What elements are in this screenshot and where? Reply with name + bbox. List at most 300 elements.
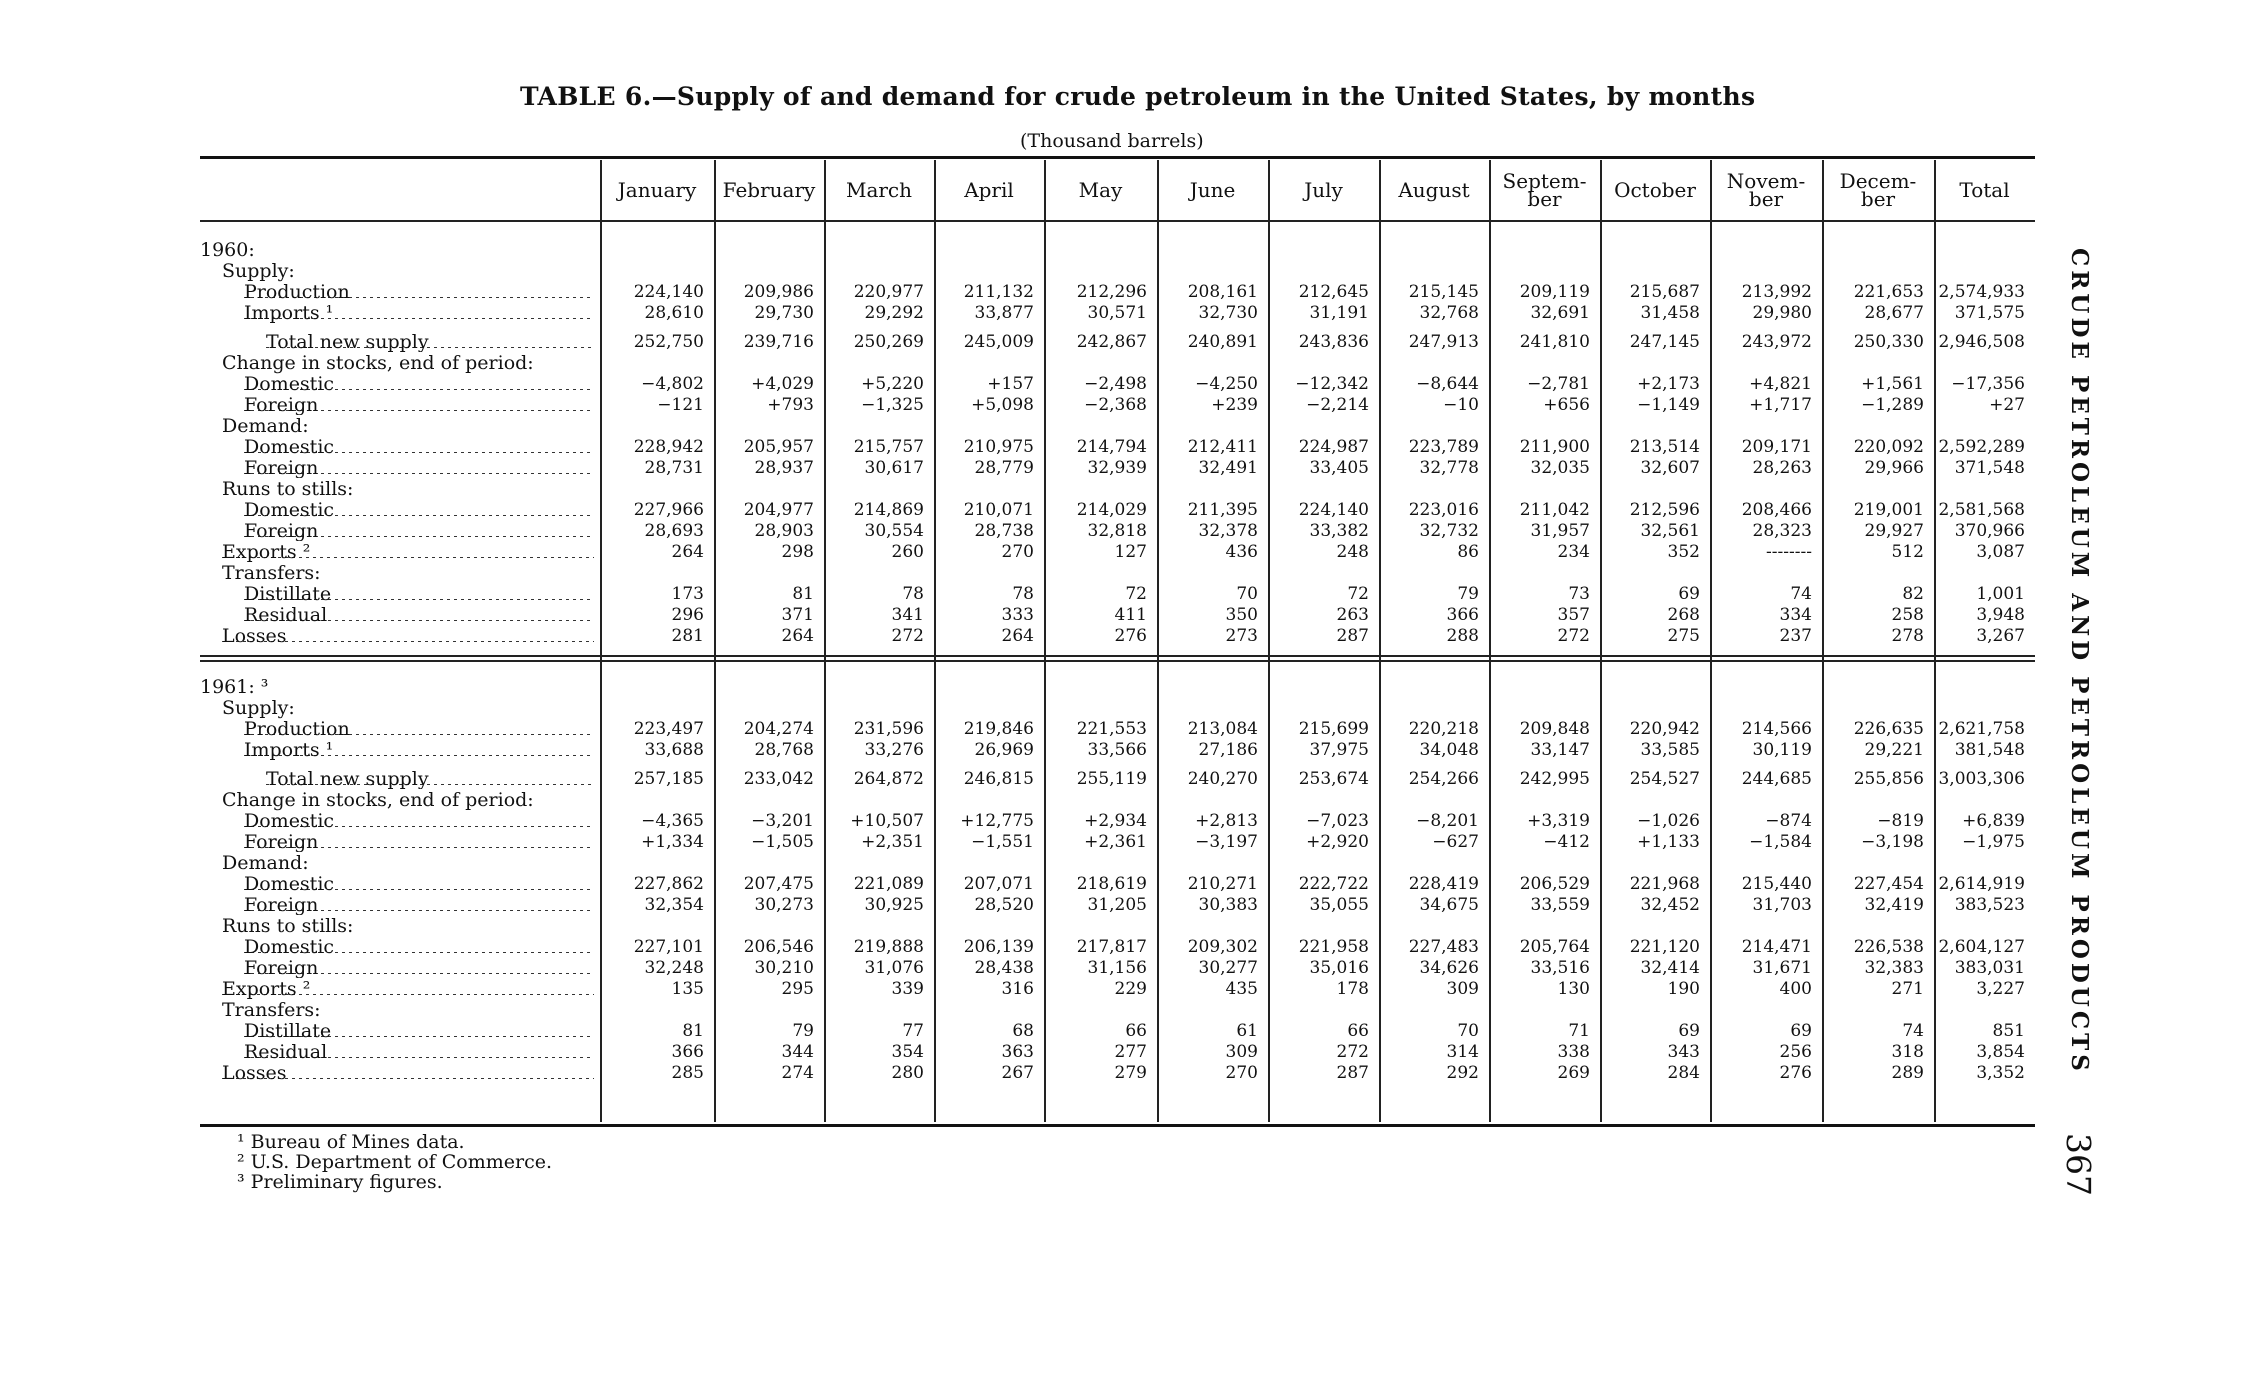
table-cell: 228,942 <box>633 437 704 457</box>
table-cell: 276 <box>1114 626 1147 646</box>
table-cell: 279 <box>1114 1063 1147 1083</box>
table-cell: 30,571 <box>1087 303 1147 323</box>
table-cell: −819 <box>1877 811 1924 831</box>
table-cell: 215,757 <box>853 437 924 457</box>
table-cell: 30,617 <box>864 458 924 478</box>
table-cell: 74 <box>1902 1021 1924 1041</box>
table-cell: 28,693 <box>644 521 704 541</box>
table-cell: 270 <box>1225 1063 1258 1083</box>
table-cell: 79 <box>792 1021 814 1041</box>
table-cell: +1,133 <box>1637 832 1700 852</box>
table-cell: 207,475 <box>743 874 814 894</box>
row-label: Foreign <box>244 832 594 852</box>
table-cell: +4,821 <box>1749 374 1812 394</box>
row-label: Imports ¹ <box>244 740 594 760</box>
table-bottom-rule <box>200 1124 2035 1127</box>
column-header: Total <box>1959 178 2010 202</box>
table-cell: 215,699 <box>1298 719 1369 739</box>
table-cell: 338 <box>1557 1042 1590 1062</box>
table-cell: 206,139 <box>963 937 1034 957</box>
table-cell: +1,717 <box>1749 395 1812 415</box>
table-cell: 210,975 <box>963 437 1034 457</box>
table-cell: 30,277 <box>1198 958 1258 978</box>
table-cell: 273 <box>1225 626 1258 646</box>
table-cell: +2,934 <box>1084 811 1147 831</box>
table-cell: 66 <box>1125 1021 1147 1041</box>
table-cell: 226,635 <box>1853 719 1924 739</box>
table-cell: 28,438 <box>974 958 1034 978</box>
row-label: Runs to stills: <box>222 915 354 937</box>
table-cell: 207,071 <box>963 874 1034 894</box>
table-cell: 219,001 <box>1853 500 1924 520</box>
table-cell: 130 <box>1557 979 1590 999</box>
table-cell: −1,584 <box>1749 832 1812 852</box>
table-cell: 212,645 <box>1298 282 1369 302</box>
table-cell: 28,610 <box>644 303 704 323</box>
table-cell: 247,145 <box>1629 332 1700 352</box>
table-cell: 383,031 <box>1954 958 2025 978</box>
table-cell: 371,548 <box>1954 458 2025 478</box>
table-cell: 221,968 <box>1629 874 1700 894</box>
table-cell: 205,764 <box>1519 937 1590 957</box>
column-header: June <box>1189 178 1236 202</box>
table-cell: 178 <box>1336 979 1369 999</box>
table-cell: 28,738 <box>974 521 1034 541</box>
table-cell: −1,325 <box>861 395 924 415</box>
table-cell: 281 <box>671 626 704 646</box>
column-header: Novem- ber <box>1726 169 1806 211</box>
table-cell: 217,817 <box>1076 937 1147 957</box>
footnote-2: ² U.S. Department of Commerce. <box>237 1151 553 1173</box>
footnote-3: ³ Preliminary figures. <box>237 1171 443 1193</box>
page-number: 367 <box>2059 1133 2098 1196</box>
footnote-1: ¹ Bureau of Mines data. <box>237 1131 465 1153</box>
row-label: Domestic <box>244 811 594 831</box>
table-cell: −1,551 <box>971 832 1034 852</box>
table-cell: −2,781 <box>1527 374 1590 394</box>
table-cell: 298 <box>781 542 814 562</box>
table-cell: −3,198 <box>1861 832 1924 852</box>
table-cell: 224,140 <box>633 282 704 302</box>
table-cell: 366 <box>671 1042 704 1062</box>
table-cell: 33,585 <box>1640 740 1700 760</box>
column-header: February <box>722 178 816 202</box>
table-cell: -------- <box>1766 542 1812 562</box>
table-cell: 209,302 <box>1187 937 1258 957</box>
table-cell: −10 <box>1443 395 1479 415</box>
table-cell: 70 <box>1457 1021 1479 1041</box>
row-label: Transfers: <box>222 999 321 1021</box>
row-label: Exports ² <box>222 542 594 562</box>
row-label: Distillate <box>244 584 594 604</box>
table-cell: −1,149 <box>1637 395 1700 415</box>
table-cell: −2,368 <box>1084 395 1147 415</box>
table-cell: 32,378 <box>1198 521 1258 541</box>
row-label: Supply: <box>222 697 295 719</box>
table-cell: 228,419 <box>1408 874 1479 894</box>
table-cell: 254,266 <box>1408 769 1479 789</box>
table-cell: 371 <box>781 605 814 625</box>
table-cell: −2,214 <box>1306 395 1369 415</box>
table-cell: 32,383 <box>1864 958 1924 978</box>
table-cell: 254,527 <box>1629 769 1700 789</box>
table-cell: +4,029 <box>751 374 814 394</box>
table-cell: 28,677 <box>1864 303 1924 323</box>
table-cell: 32,354 <box>644 895 704 915</box>
table-cell: 2,946,508 <box>1938 332 2025 352</box>
table-cell: 250,269 <box>853 332 924 352</box>
table-cell: 206,529 <box>1519 874 1590 894</box>
table-cell: 32,818 <box>1087 521 1147 541</box>
table-cell: 248 <box>1336 542 1369 562</box>
column-header: April <box>964 178 1014 202</box>
table-cell: +5,220 <box>861 374 924 394</box>
table-cell: 314 <box>1446 1042 1479 1062</box>
table-cell: 210,071 <box>963 500 1034 520</box>
table-cell: 280 <box>891 1063 924 1083</box>
table-cell: 29,927 <box>1864 521 1924 541</box>
table-cell: 214,471 <box>1741 937 1812 957</box>
table-cell: 29,730 <box>754 303 814 323</box>
table-cell: 224,140 <box>1298 500 1369 520</box>
table-cell: 371,575 <box>1954 303 2025 323</box>
table-cell: 209,171 <box>1741 437 1812 457</box>
table-cell: 31,076 <box>864 958 924 978</box>
table-cell: 276 <box>1779 1063 1812 1083</box>
table-cell: 78 <box>1012 584 1034 604</box>
table-cell: 277 <box>1114 1042 1147 1062</box>
table-cell: 206,546 <box>743 937 814 957</box>
row-label: Losses <box>222 626 594 646</box>
table-cell: 233,042 <box>743 769 814 789</box>
table-cell: 272 <box>1336 1042 1369 1062</box>
table-cell: 272 <box>1557 626 1590 646</box>
table-cell: 208,466 <box>1741 500 1812 520</box>
table-cell: 263 <box>1336 605 1369 625</box>
table-cell: 26,969 <box>974 740 1034 760</box>
table-cell: 61 <box>1236 1021 1258 1041</box>
table-cell: 32,491 <box>1198 458 1258 478</box>
table-cell: 264 <box>1001 626 1034 646</box>
column-header: October <box>1614 178 1696 202</box>
table-cell: 30,210 <box>754 958 814 978</box>
table-cell: 2,574,933 <box>1938 282 2025 302</box>
row-label: Imports ¹ <box>244 303 594 323</box>
table-cell: 344 <box>781 1042 814 1062</box>
table-cell: 260 <box>891 542 924 562</box>
table-cell: 219,888 <box>853 937 924 957</box>
table-cell: +2,361 <box>1084 832 1147 852</box>
table-cell: 224,987 <box>1298 437 1369 457</box>
table-cell: 256 <box>1779 1042 1812 1062</box>
table-cell: +5,098 <box>971 395 1034 415</box>
table-cell: 220,977 <box>853 282 924 302</box>
table-cell: 73 <box>1568 584 1590 604</box>
table-cell: 343 <box>1667 1042 1700 1062</box>
table-cell: 278 <box>1891 626 1924 646</box>
row-label: Domestic <box>244 937 594 957</box>
table-cell: 173 <box>671 584 704 604</box>
table-cell: −12,342 <box>1295 374 1369 394</box>
table-cell: 3,352 <box>1976 1063 2025 1083</box>
table-cell: 70 <box>1236 584 1258 604</box>
table-cell: 252,750 <box>633 332 704 352</box>
row-label: Losses <box>222 1063 594 1083</box>
row-label: Domestic <box>244 374 594 394</box>
table-cell: +793 <box>767 395 814 415</box>
table-cell: 357 <box>1557 605 1590 625</box>
table-cell: 436 <box>1225 542 1258 562</box>
table-cell: 247,913 <box>1408 332 1479 352</box>
table-cell: 239,716 <box>743 332 814 352</box>
table-title: TABLE 6.—Supply of and demand for crude petroleum in the United States, by months <box>520 82 1756 111</box>
section-rule <box>200 655 2035 657</box>
table-cell: 34,626 <box>1419 958 1479 978</box>
table-cell: 227,101 <box>633 937 704 957</box>
table-cell: 32,607 <box>1640 458 1700 478</box>
table-cell: −3,201 <box>751 811 814 831</box>
table-cell: 226,538 <box>1853 937 1924 957</box>
table-cell: 34,048 <box>1419 740 1479 760</box>
table-cell: 204,977 <box>743 500 814 520</box>
table-cell: 1,001 <box>1976 584 2025 604</box>
table-cell: +2,813 <box>1195 811 1258 831</box>
table-cell: −4,250 <box>1195 374 1258 394</box>
table-cell: 215,145 <box>1408 282 1479 302</box>
table-cell: 264 <box>781 626 814 646</box>
row-label: Exports ² <box>222 979 594 999</box>
table-cell: 2,614,919 <box>1938 874 2025 894</box>
table-cell: 264,872 <box>853 769 924 789</box>
table-cell: 37,975 <box>1309 740 1369 760</box>
running-head: CRUDE PETROLEUM AND PETROLEUM PRODUCTS <box>2066 248 2093 1075</box>
table-cell: 3,003,306 <box>1938 769 2025 789</box>
table-cell: 257,185 <box>633 769 704 789</box>
table-cell: 292 <box>1446 1063 1479 1083</box>
table-cell: 34,675 <box>1419 895 1479 915</box>
table-cell: 270 <box>1001 542 1034 562</box>
table-cell: 227,483 <box>1408 937 1479 957</box>
table-cell: 30,554 <box>864 521 924 541</box>
table-cell: 29,966 <box>1864 458 1924 478</box>
header-rule <box>200 220 2035 222</box>
table-cell: −4,365 <box>641 811 704 831</box>
row-label: Distillate <box>244 1021 594 1041</box>
row-label: Foreign <box>244 895 594 915</box>
table-cell: 221,653 <box>1853 282 1924 302</box>
table-cell: 32,732 <box>1419 521 1479 541</box>
table-cell: 74 <box>1790 584 1812 604</box>
table-cell: 2,604,127 <box>1938 937 2025 957</box>
table-cell: 218,619 <box>1076 874 1147 894</box>
row-label: Foreign <box>244 521 594 541</box>
table-cell: 289 <box>1891 1063 1924 1083</box>
row-label: 1960: <box>200 239 255 261</box>
row-label: Residual <box>244 605 594 625</box>
table-cell: 223,016 <box>1408 500 1479 520</box>
table-cell: 268 <box>1667 605 1700 625</box>
table-cell: 240,270 <box>1187 769 1258 789</box>
table-cell: 221,089 <box>853 874 924 894</box>
table-cell: 241,810 <box>1519 332 1590 352</box>
table-cell: 318 <box>1891 1042 1924 1062</box>
table-cell: 220,218 <box>1408 719 1479 739</box>
table-cell: 29,221 <box>1864 740 1924 760</box>
table-cell: 271 <box>1891 979 1924 999</box>
table-cell: 32,561 <box>1640 521 1700 541</box>
table-cell: +12,775 <box>960 811 1034 831</box>
table-cell: 31,671 <box>1752 958 1812 978</box>
table-cell: 3,087 <box>1976 542 2025 562</box>
row-label: Demand: <box>222 415 309 437</box>
table-cell: 411 <box>1114 605 1147 625</box>
table-cell: +239 <box>1211 395 1258 415</box>
row-label: Change in stocks, end of period: <box>222 352 534 374</box>
table-cell: 213,992 <box>1741 282 1812 302</box>
table-cell: 66 <box>1347 1021 1369 1041</box>
table-cell: 33,147 <box>1530 740 1590 760</box>
table-cell: +2,920 <box>1306 832 1369 852</box>
table-cell: 32,248 <box>644 958 704 978</box>
table-cell: 32,939 <box>1087 458 1147 478</box>
table-cell: 71 <box>1568 1021 1590 1041</box>
row-label: Demand: <box>222 852 309 874</box>
table-cell: +656 <box>1543 395 1590 415</box>
table-cell: 69 <box>1678 584 1700 604</box>
table-cell: 227,966 <box>633 500 704 520</box>
table-cell: 309 <box>1446 979 1479 999</box>
table-cell: 30,383 <box>1198 895 1258 915</box>
table-cell: 250,330 <box>1853 332 1924 352</box>
table-cell: 78 <box>902 584 924 604</box>
table-cell: +10,507 <box>850 811 924 831</box>
table-cell: 243,972 <box>1741 332 1812 352</box>
table-cell: 370,966 <box>1954 521 2025 541</box>
table-cell: 264 <box>671 542 704 562</box>
table-cell: 32,778 <box>1419 458 1479 478</box>
table-cell: −1,289 <box>1861 395 1924 415</box>
table-cell: 33,559 <box>1530 895 1590 915</box>
table-cell: 209,848 <box>1519 719 1590 739</box>
table-cell: 32,691 <box>1530 303 1590 323</box>
table-cell: 32,452 <box>1640 895 1700 915</box>
section-rule <box>200 660 2035 662</box>
row-label: Supply: <box>222 260 295 282</box>
table-cell: −8,201 <box>1416 811 1479 831</box>
table-cell: 27,186 <box>1198 740 1258 760</box>
table-cell: 339 <box>891 979 924 999</box>
table-cell: 242,867 <box>1076 332 1147 352</box>
table-cell: 31,957 <box>1530 521 1590 541</box>
table-cell: 352 <box>1667 542 1700 562</box>
table-cell: 28,779 <box>974 458 1034 478</box>
table-cell: 512 <box>1891 542 1924 562</box>
table-cell: 220,092 <box>1853 437 1924 457</box>
table-cell: 28,731 <box>644 458 704 478</box>
table-cell: 213,084 <box>1187 719 1258 739</box>
table-cell: +1,561 <box>1861 374 1924 394</box>
table-cell: 231,596 <box>853 719 924 739</box>
table-top-rule <box>200 156 2035 159</box>
table-cell: 220,942 <box>1629 719 1700 739</box>
table-cell: 33,566 <box>1087 740 1147 760</box>
table-cell: +157 <box>987 374 1034 394</box>
table-cell: 296 <box>671 605 704 625</box>
table-cell: 81 <box>792 584 814 604</box>
table-cell: 219,846 <box>963 719 1034 739</box>
table-cell: 288 <box>1446 626 1479 646</box>
row-label: Domestic <box>244 874 594 894</box>
table-cell: 354 <box>891 1042 924 1062</box>
table-cell: 35,016 <box>1309 958 1369 978</box>
table-cell: 30,273 <box>754 895 814 915</box>
table-cell: 3,227 <box>1976 979 2025 999</box>
table-unit: (Thousand barrels) <box>1020 130 1204 152</box>
table-cell: 30,925 <box>864 895 924 915</box>
table-cell: 237 <box>1779 626 1812 646</box>
table-cell: 350 <box>1225 605 1258 625</box>
table-cell: +27 <box>1989 395 2025 415</box>
table-cell: 244,685 <box>1741 769 1812 789</box>
table-cell: 209,119 <box>1519 282 1590 302</box>
table-cell: 223,789 <box>1408 437 1479 457</box>
row-label: Residual <box>244 1042 594 1062</box>
column-header: March <box>845 178 913 202</box>
table-cell: −2,498 <box>1084 374 1147 394</box>
table-cell: 209,986 <box>743 282 814 302</box>
row-label: Change in stocks, end of period: <box>222 789 534 811</box>
table-cell: 267 <box>1001 1063 1034 1083</box>
table-cell: 269 <box>1557 1063 1590 1083</box>
table-cell: 31,191 <box>1309 303 1369 323</box>
table-cell: 32,035 <box>1530 458 1590 478</box>
table-cell: 79 <box>1457 584 1479 604</box>
table-cell: −1,505 <box>751 832 814 852</box>
row-label: Production <box>244 282 594 302</box>
table-cell: 255,856 <box>1853 769 1924 789</box>
table-cell: 229 <box>1114 979 1147 999</box>
table-cell: 285 <box>671 1063 704 1083</box>
table-cell: 31,458 <box>1640 303 1700 323</box>
table-cell: 31,703 <box>1752 895 1812 915</box>
table-cell: 2,581,568 <box>1938 500 2025 520</box>
table-cell: −1,026 <box>1637 811 1700 831</box>
table-cell: 81 <box>682 1021 704 1041</box>
table-cell: 253,674 <box>1298 769 1369 789</box>
table-cell: 334 <box>1779 605 1812 625</box>
table-cell: 28,937 <box>754 458 814 478</box>
table-cell: 246,815 <box>963 769 1034 789</box>
table-cell: −627 <box>1432 832 1479 852</box>
table-cell: 2,621,758 <box>1938 719 2025 739</box>
column-header: July <box>1304 178 1343 202</box>
table-cell: 69 <box>1790 1021 1812 1041</box>
table-cell: 223,497 <box>633 719 704 739</box>
table-cell: 212,296 <box>1076 282 1147 302</box>
table-cell: 28,903 <box>754 521 814 541</box>
table-cell: 227,862 <box>633 874 704 894</box>
table-cell: 212,596 <box>1629 500 1700 520</box>
table-cell: 242,995 <box>1519 769 1590 789</box>
table-cell: 221,553 <box>1076 719 1147 739</box>
table-cell: 215,440 <box>1741 874 1812 894</box>
table-cell: −3,197 <box>1195 832 1258 852</box>
table-cell: 435 <box>1225 979 1258 999</box>
table-cell: 32,419 <box>1864 895 1924 915</box>
table-cell: −4,802 <box>641 374 704 394</box>
table-cell: 243,836 <box>1298 332 1369 352</box>
table-cell: 227,454 <box>1853 874 1924 894</box>
